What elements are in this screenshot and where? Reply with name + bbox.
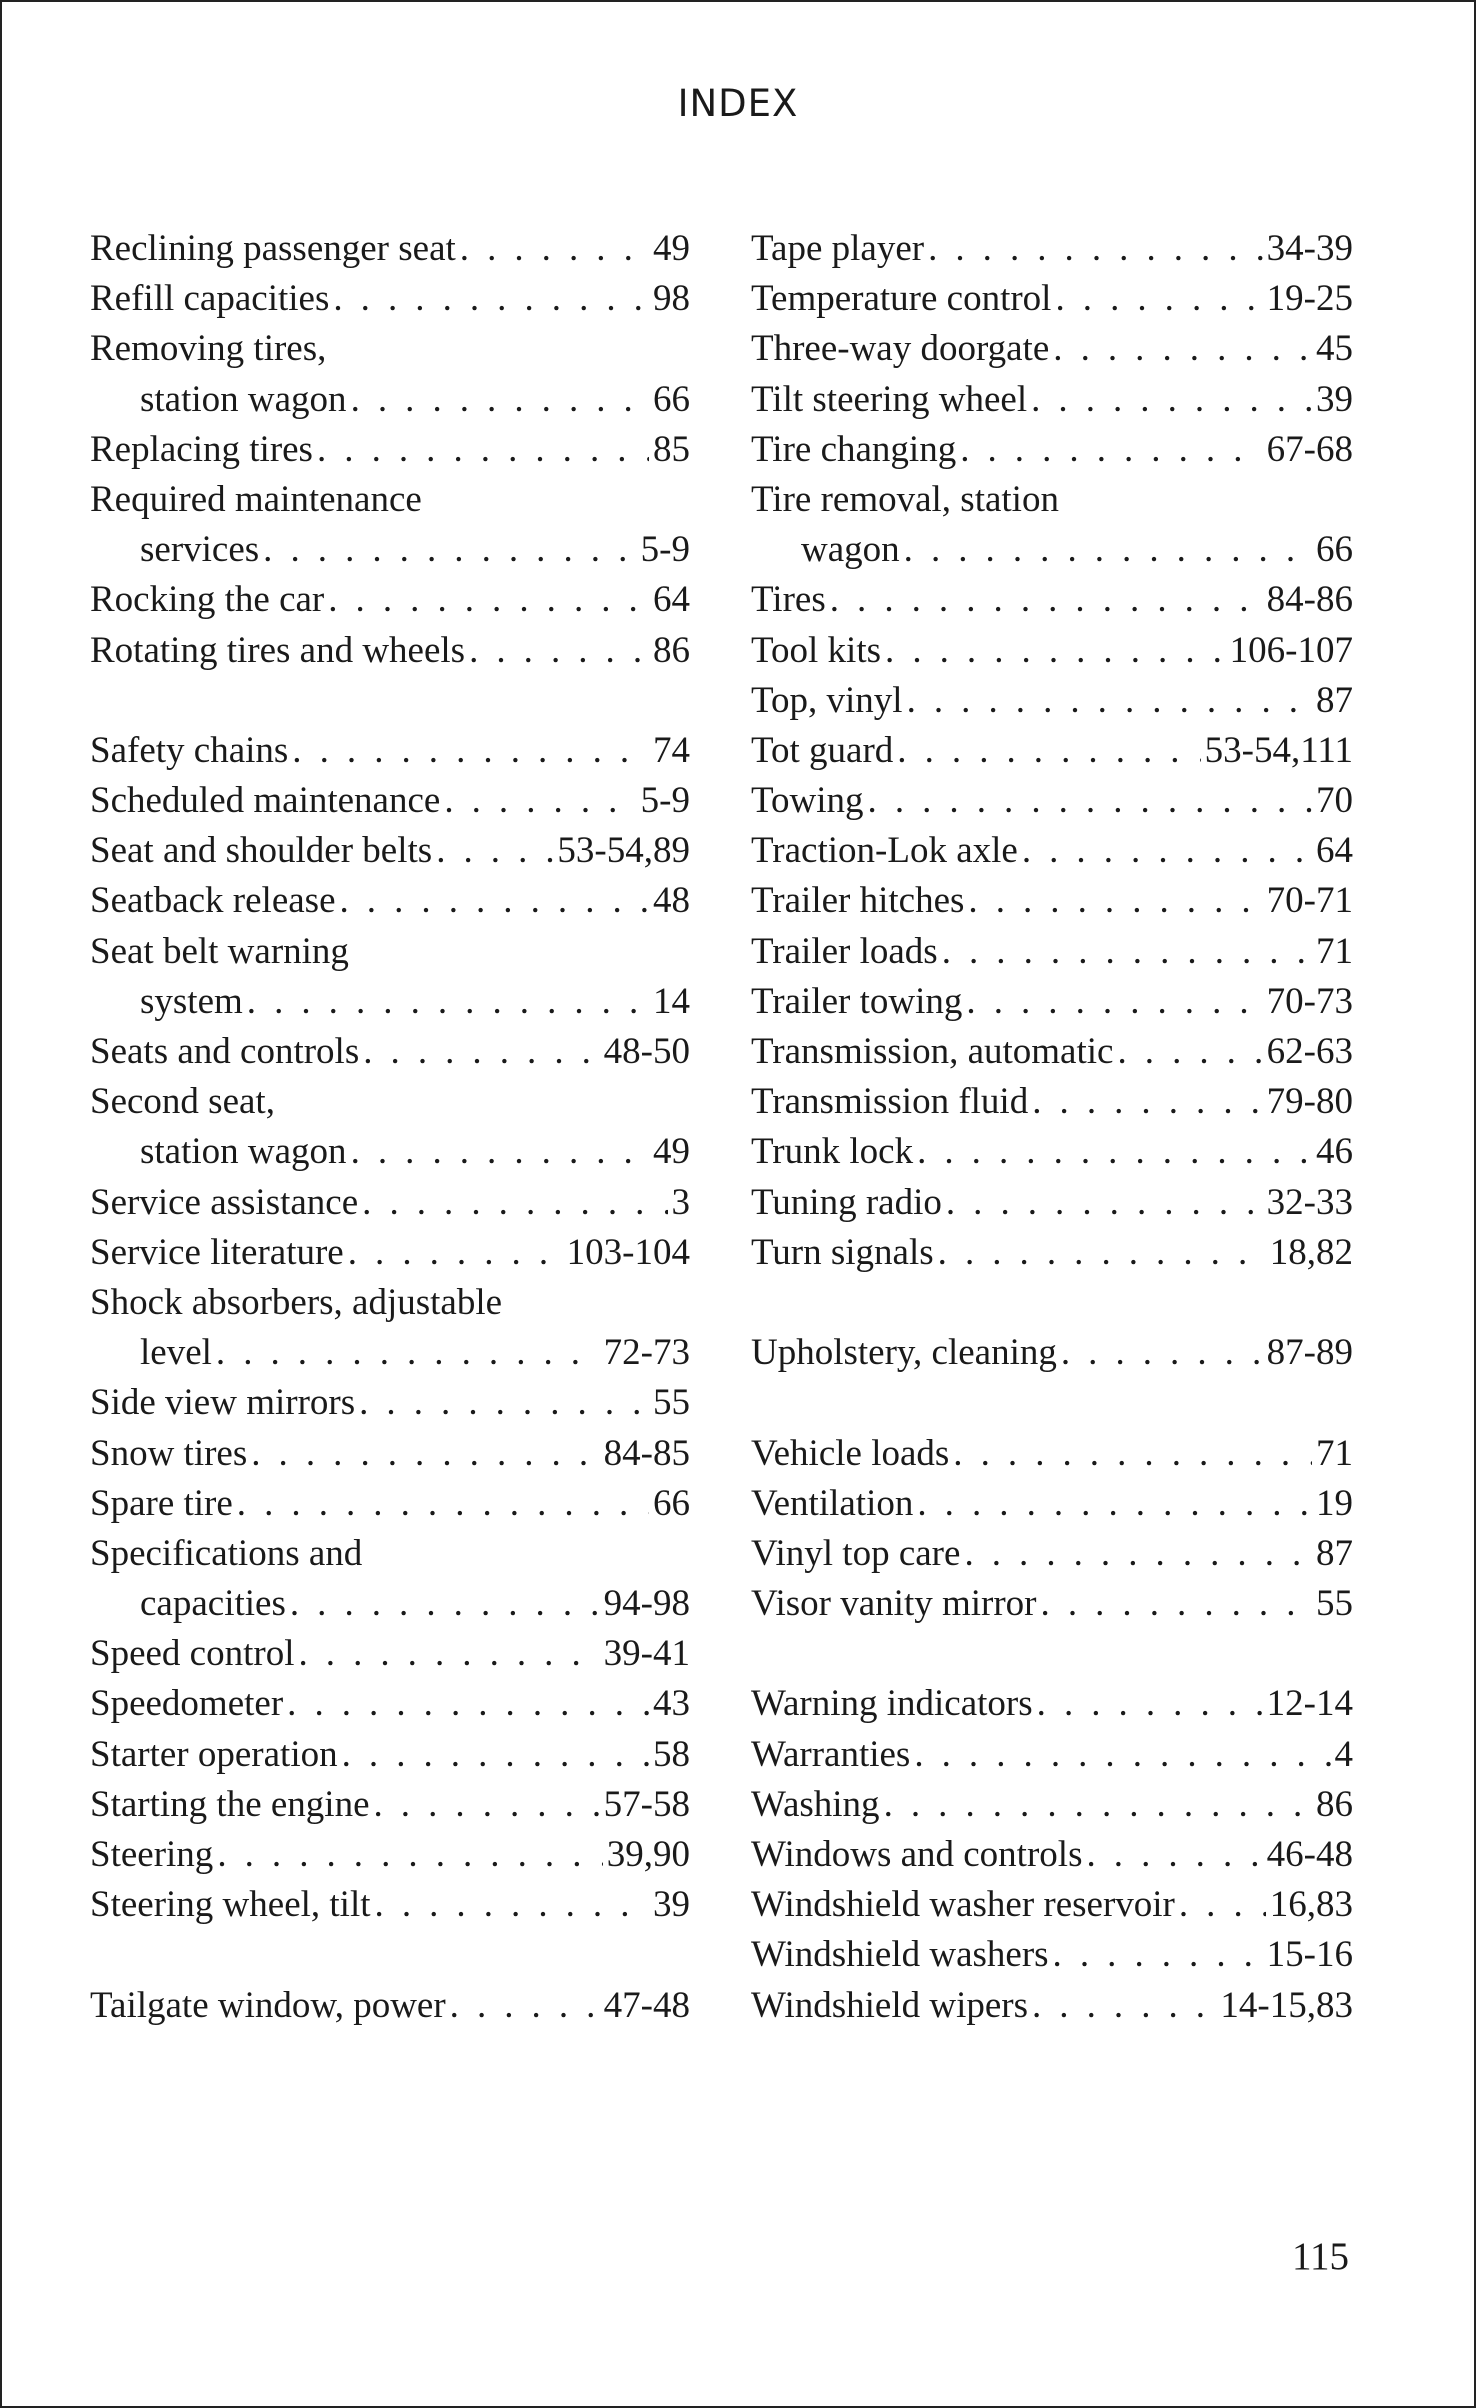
index-entry-page: 87 — [1316, 679, 1353, 721]
index-entry — [751, 1730, 1353, 1780]
dot-leader — [217, 1830, 602, 1880]
dot-leader — [830, 575, 1263, 625]
page-number: 115 — [1292, 2235, 1350, 2278]
index-entry — [751, 1178, 1353, 1228]
dot-leader — [1053, 1930, 1263, 1980]
dot-leader — [1117, 1027, 1262, 1077]
index-entry — [90, 1278, 690, 1328]
dot-leader — [1061, 1328, 1263, 1378]
index-entry-term: Safety chains — [90, 729, 289, 771]
index-entry — [751, 1780, 1353, 1830]
index-entry-term: Windshield wipers — [751, 1984, 1028, 2026]
index-entry-page: 85 — [653, 428, 690, 470]
index-entry-page: 58 — [653, 1733, 690, 1775]
index-entry — [751, 224, 1353, 274]
index-entry — [751, 1027, 1353, 1077]
index-entry-term: wagon — [801, 529, 900, 571]
index-entry-term: Upholstery, cleaning — [751, 1332, 1057, 1374]
section-gap — [751, 1629, 1353, 1679]
index-entry-page: 4 — [1334, 1733, 1353, 1775]
index-entry-page: 71 — [1316, 930, 1353, 972]
index-entry-term: services — [140, 529, 260, 571]
dot-leader — [342, 1730, 649, 1780]
index-entry-page: 106-107 — [1229, 629, 1353, 671]
index-entry-term: Refill capacities — [90, 278, 330, 320]
dot-leader — [436, 826, 553, 876]
dot-leader — [359, 1378, 649, 1428]
index-entry-term: Replacing tires — [90, 428, 313, 470]
index-entry-page: 53-54,89 — [557, 830, 690, 872]
index-entry — [90, 324, 690, 374]
index-entry-page: 39,90 — [606, 1834, 690, 1875]
dot-leader — [328, 575, 649, 625]
index-entry — [90, 1629, 690, 1679]
index-entry — [90, 626, 690, 676]
index-entry — [751, 927, 1353, 977]
index-column-right — [751, 224, 1353, 2031]
dot-leader — [885, 626, 1226, 676]
dot-leader — [966, 977, 1262, 1027]
index-entry-page: 46-48 — [1266, 1834, 1353, 1875]
dot-leader — [374, 1780, 600, 1830]
index-entry — [751, 575, 1353, 625]
index-entry — [90, 1780, 690, 1830]
index-entry — [90, 425, 690, 475]
index-entry-term: Three-way doorgate — [751, 328, 1050, 370]
index-entry-term: Windshield washers — [751, 1934, 1049, 1976]
index-entry-term: Transmission, automatic — [751, 1031, 1114, 1072]
index-entry — [90, 525, 690, 575]
dot-leader — [247, 977, 649, 1027]
dot-leader — [351, 375, 649, 425]
index-entry-page: 79-80 — [1266, 1081, 1353, 1123]
index-entry — [751, 826, 1353, 876]
index-entry-page: 66 — [653, 1482, 690, 1524]
index-entry-term: Rotating tires and wheels — [90, 629, 466, 671]
dot-leader — [917, 1127, 1312, 1177]
index-entry-page: 72-73 — [603, 1332, 690, 1374]
index-entry-term: Warning indicators — [751, 1683, 1033, 1725]
index-entry — [751, 977, 1353, 1027]
index-entry-page: 19-25 — [1266, 278, 1353, 320]
index-entry-page: 12-14 — [1266, 1683, 1353, 1725]
index-entry-term: Tilt steering wheel — [751, 378, 1028, 420]
index-entry-page: 19 — [1316, 1482, 1353, 1524]
index-entry — [90, 1127, 690, 1177]
index-entry-page: 67-68 — [1266, 428, 1353, 470]
index-entry-page: 14 — [653, 980, 690, 1022]
index-entry-term: Top, vinyl — [751, 679, 903, 721]
index-entry-term: Trailer hitches — [751, 880, 965, 922]
index-entry-term: Trailer towing — [751, 980, 963, 1022]
index-entry — [751, 1679, 1353, 1729]
index-entry — [751, 676, 1353, 726]
index-entry-page: 48 — [653, 880, 690, 922]
index-entry-term: Transmission fluid — [751, 1081, 1029, 1123]
index-entry — [90, 977, 690, 1027]
index-entry-term: Seat belt warning — [90, 930, 349, 972]
index-entry-page: 48-50 — [603, 1031, 690, 1072]
index-entry-term: Side view mirrors — [90, 1382, 356, 1424]
dot-leader — [907, 676, 1312, 726]
index-entry-term: capacities — [140, 1583, 286, 1625]
index-entry-term: Snow tires — [90, 1432, 248, 1474]
index-entry-term: Specifications and — [90, 1532, 363, 1574]
dot-leader — [290, 1579, 600, 1629]
dot-leader — [298, 1629, 599, 1679]
index-entry-page: 87-89 — [1266, 1332, 1353, 1374]
index-entry — [90, 1328, 690, 1378]
section-gap — [90, 676, 690, 726]
index-entry-page: 74 — [653, 729, 690, 771]
index-entry-term: Windows and controls — [751, 1834, 1083, 1875]
dot-leader — [348, 1228, 563, 1278]
index-entry — [90, 1579, 690, 1629]
index-entry — [90, 1479, 690, 1529]
index-entry — [90, 826, 690, 876]
index-entry — [751, 876, 1353, 926]
index-entry-term: Tuning radio — [751, 1181, 942, 1223]
index-entry-term: Tires — [751, 579, 826, 621]
index-entry-term: Towing — [751, 780, 864, 822]
index-entry-page: 70-73 — [1266, 980, 1353, 1022]
index-entry-term: Spare tire — [90, 1482, 233, 1524]
index-entry-page: 49 — [653, 1131, 690, 1173]
index-entry — [751, 1127, 1353, 1177]
index-entry — [751, 1579, 1353, 1629]
index-entry-page: 39-41 — [603, 1633, 690, 1675]
dot-leader — [884, 1780, 1312, 1830]
dot-leader — [340, 876, 650, 926]
dot-leader — [938, 1228, 1266, 1278]
dot-leader — [928, 224, 1263, 274]
index-entry-page: 16,83 — [1269, 1884, 1353, 1926]
index-entry-term: Trunk lock — [751, 1131, 914, 1173]
index-entry-page: 53-54,111 — [1204, 729, 1353, 771]
dot-leader — [1032, 1077, 1262, 1127]
dot-leader — [942, 927, 1312, 977]
index-entry-page: 71 — [1316, 1432, 1353, 1474]
index-entry-term: Warranties — [751, 1733, 911, 1775]
index-entry-page: 66 — [653, 378, 690, 420]
dot-leader — [333, 274, 649, 324]
dot-leader — [237, 1479, 649, 1529]
index-entry-page: 39 — [1316, 378, 1353, 420]
index-entry-term: Starter operation — [90, 1733, 338, 1775]
page-title: INDEX — [677, 82, 799, 125]
index-entry-term: Service assistance — [90, 1181, 359, 1223]
index-entry — [90, 1981, 690, 2031]
index-entry-page: 49 — [653, 228, 690, 269]
dot-leader — [968, 876, 1262, 926]
index-entry-page: 45 — [1316, 328, 1353, 370]
index-entry-term: Temperature control — [751, 278, 1052, 320]
dot-leader — [1041, 1579, 1312, 1629]
dot-leader — [1037, 1679, 1263, 1729]
index-entry-term: Windshield washer reservoir — [751, 1884, 1175, 1926]
index-entry-term: Starting the engine — [90, 1783, 370, 1825]
dot-leader — [317, 425, 649, 475]
dot-leader — [953, 1429, 1312, 1479]
dot-leader — [251, 1429, 599, 1479]
index-entry-term: Washing — [751, 1783, 880, 1825]
index-entry — [90, 475, 690, 525]
index-entry — [751, 726, 1353, 776]
dot-leader — [897, 726, 1200, 776]
dot-leader — [1031, 375, 1312, 425]
dot-leader — [960, 425, 1262, 475]
index-entry — [751, 475, 1353, 525]
index-entry-term: Seatback release — [90, 880, 336, 922]
index-entry-page: 70 — [1316, 780, 1353, 822]
index-entry-term: Vinyl top care — [751, 1532, 961, 1574]
dot-leader — [460, 224, 649, 274]
index-entry-page: 55 — [653, 1382, 690, 1424]
index-entry — [90, 927, 690, 977]
index-entry — [90, 1529, 690, 1579]
dot-leader — [287, 1679, 649, 1729]
index-entry-term: Second seat, — [90, 1081, 275, 1123]
dot-leader — [444, 776, 636, 826]
index-entry — [90, 1830, 690, 1880]
index-entry-term: Seats and controls — [90, 1031, 360, 1072]
dot-leader — [1053, 324, 1312, 374]
index-entry-page: 64 — [1316, 830, 1353, 872]
dot-leader — [450, 1981, 600, 2031]
index-entry-term: Trailer loads — [751, 930, 938, 972]
index-entry-page: 39 — [653, 1884, 690, 1926]
index-entry-page: 64 — [653, 579, 690, 621]
index-entry-page: 18,82 — [1269, 1231, 1353, 1273]
index-column-left — [90, 224, 690, 2031]
index-entry-page: 94-98 — [603, 1583, 690, 1625]
dot-leader — [1032, 1981, 1216, 2031]
index-entry-term: Vehicle loads — [751, 1432, 950, 1474]
index-entry — [751, 1529, 1353, 1579]
index-entry-term: Required maintenance — [90, 478, 422, 520]
index-entry-page: 70-71 — [1266, 880, 1353, 922]
index-entry — [751, 525, 1353, 575]
dot-leader — [946, 1178, 1263, 1228]
index-entry-term: Service literature — [90, 1231, 344, 1273]
index-entry — [90, 1880, 690, 1930]
index-entry-page: 86 — [653, 629, 690, 671]
index-entry-page: 84-85 — [603, 1432, 690, 1474]
index-entry — [751, 1077, 1353, 1127]
index-entry — [751, 1328, 1353, 1378]
index-entry — [90, 776, 690, 826]
index-entry-page: 47-48 — [603, 1984, 690, 2026]
index-entry — [90, 726, 690, 776]
index-entry-page: 86 — [1316, 1783, 1353, 1825]
index-entry-page: 34-39 — [1266, 228, 1353, 269]
index-entry-term: Tool kits — [751, 629, 882, 671]
index-entry-term: system — [140, 980, 243, 1022]
dot-leader — [292, 726, 649, 776]
dot-leader — [469, 626, 649, 676]
index-entry-term: Tire removal, station — [751, 478, 1059, 520]
index-entry-term: Speedometer — [90, 1683, 284, 1725]
dot-leader — [1022, 826, 1312, 876]
index-entry-term: Speed control — [90, 1633, 295, 1675]
index-entry — [751, 1830, 1353, 1880]
index-entry — [751, 425, 1353, 475]
index-entry — [90, 1679, 690, 1729]
dot-leader — [362, 1178, 667, 1228]
section-gap — [751, 1378, 1353, 1428]
index-entry-page: 14-15,83 — [1220, 1984, 1353, 2026]
index-entry — [90, 1027, 690, 1077]
index-entry — [90, 274, 690, 324]
index-entry-term: Tire changing — [751, 428, 957, 470]
index-entry — [90, 1429, 690, 1479]
dot-leader — [1086, 1830, 1262, 1880]
dot-leader — [964, 1529, 1312, 1579]
index-entry-page: 84-86 — [1266, 579, 1353, 621]
index-entry-term: Turn signals — [751, 1231, 934, 1273]
dot-leader — [375, 1880, 649, 1930]
index-entry-term: Ventilation — [751, 1482, 914, 1524]
index-entry — [90, 224, 690, 274]
index-entry — [90, 375, 690, 425]
index-entry-term: level — [140, 1332, 212, 1374]
index-entry — [751, 776, 1353, 826]
section-gap — [751, 1278, 1353, 1328]
index-entry-page: 87 — [1316, 1532, 1353, 1574]
index-entry-term: Rocking the car — [90, 579, 325, 621]
index-entry-page: 43 — [653, 1683, 690, 1725]
index-entry — [751, 626, 1353, 676]
index-entry-term: station wagon — [140, 1131, 347, 1173]
index-entry-page: 3 — [671, 1181, 690, 1223]
index-entry-page: 62-63 — [1266, 1031, 1353, 1072]
index-entry-term: Visor vanity mirror — [751, 1583, 1037, 1625]
index-entry — [751, 1930, 1353, 1980]
dot-leader — [914, 1730, 1330, 1780]
index-entry-page: 15-16 — [1266, 1934, 1353, 1976]
dot-leader — [1055, 274, 1262, 324]
index-entry — [751, 375, 1353, 425]
index-entry-term: Traction-Lok axle — [751, 830, 1018, 872]
index-entry-page: 5-9 — [640, 780, 690, 822]
index-entry — [90, 1077, 690, 1127]
index-entry-page: 103-104 — [566, 1231, 690, 1273]
index-entry-term: Seat and shoulder belts — [90, 830, 433, 872]
index-entry — [751, 1981, 1353, 2031]
dot-leader — [351, 1127, 649, 1177]
dot-leader — [904, 525, 1312, 575]
index-entry — [751, 274, 1353, 324]
index-entry-term: Scheduled maintenance — [90, 780, 441, 822]
section-gap — [90, 1930, 690, 1980]
index-entry — [751, 1479, 1353, 1529]
index-entry-term: Steering wheel, tilt — [90, 1884, 371, 1926]
index-entry-term: Tape player — [751, 228, 925, 269]
index-entry — [90, 1730, 690, 1780]
index-entry-page: 46 — [1316, 1131, 1353, 1173]
dot-leader — [363, 1027, 599, 1077]
index-entry-page: 66 — [1316, 529, 1353, 571]
index-entry-page: 55 — [1316, 1583, 1353, 1625]
index-entry — [90, 876, 690, 926]
index-entry — [751, 1228, 1353, 1278]
index-entry-term: Steering — [90, 1834, 214, 1875]
index-entry — [90, 1178, 690, 1228]
index-entry-term: Reclining passenger seat — [90, 228, 456, 269]
index-entry — [751, 324, 1353, 374]
index-entry-term: station wagon — [140, 378, 347, 420]
index-entry-page: 5-9 — [640, 529, 690, 571]
index-entry-page: 98 — [653, 278, 690, 320]
index-entry — [751, 1880, 1353, 1930]
index-entry-term: Tailgate window, power — [90, 1984, 446, 2026]
dot-leader — [216, 1328, 600, 1378]
index-entry — [90, 1378, 690, 1428]
dot-leader — [1179, 1880, 1266, 1930]
index-entry-term: Removing tires, — [90, 328, 327, 370]
dot-leader — [917, 1479, 1312, 1529]
index-entry — [90, 1228, 690, 1278]
index-entry — [751, 1429, 1353, 1479]
index-entry-page: 32-33 — [1266, 1181, 1353, 1223]
dot-leader — [868, 776, 1312, 826]
index-entry-term: Shock absorbers, adjustable — [90, 1281, 503, 1323]
dot-leader — [263, 525, 637, 575]
index-entry-term: Tot guard — [751, 729, 894, 771]
index-entry — [90, 575, 690, 625]
index-entry-page: 57-58 — [603, 1783, 690, 1825]
